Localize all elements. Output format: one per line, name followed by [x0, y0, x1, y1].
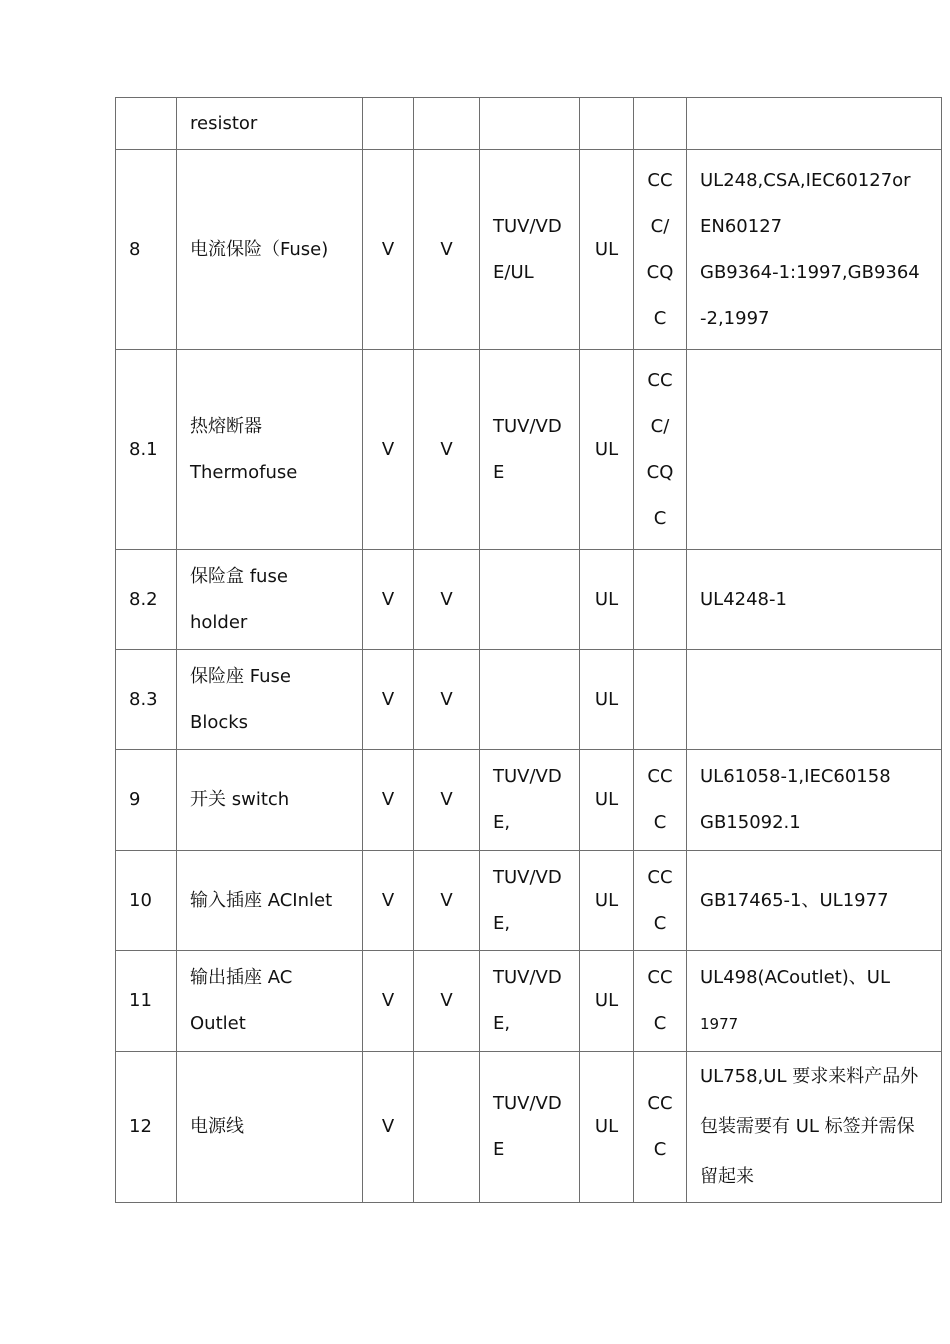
item-number: 12: [116, 1052, 177, 1203]
ccc-mark: [634, 98, 687, 150]
ccc-mark: [634, 550, 687, 650]
standard-reference: [687, 350, 942, 550]
table-row: [116, 951, 942, 1052]
mark-column-2: V: [414, 550, 480, 650]
table-row: [116, 98, 942, 150]
cert-agency: TUV/VD E,: [480, 750, 580, 851]
table-row: [116, 851, 942, 951]
table-row: [116, 750, 942, 851]
ul-mark: UL: [580, 550, 634, 650]
component-name: 电流保险（Fuse): [177, 150, 363, 350]
standard-reference: UL498(ACoutlet)、UL 1977: [687, 951, 942, 1052]
component-name: 输入插座 ACInlet: [177, 851, 363, 951]
item-number: 8.1: [116, 350, 177, 550]
standard-reference: UL758,UL 要求来料产品外 包装需要有 UL 标签并需保 留起来: [687, 1052, 942, 1203]
mark-column-2: [414, 98, 480, 150]
item-number: 8: [116, 150, 177, 350]
mark-column-2: V: [414, 350, 480, 550]
cert-agency: [480, 98, 580, 150]
mark-column-1: [363, 98, 414, 150]
mark-column-1: V: [363, 750, 414, 851]
component-name: resistor: [177, 98, 363, 150]
ccc-mark: CC C: [634, 951, 687, 1052]
cert-agency: TUV/VD E: [480, 350, 580, 550]
mark-column-2: V: [414, 851, 480, 951]
mark-column-2: V: [414, 951, 480, 1052]
ul-mark: UL: [580, 650, 634, 750]
component-name: 保险座 Fuse Blocks: [177, 650, 363, 750]
standard-reference: GB17465-1、UL1977: [687, 851, 942, 951]
table-row: [116, 350, 942, 550]
table-row: [116, 650, 942, 750]
ul-mark: UL: [580, 1052, 634, 1203]
ccc-mark: CC C: [634, 851, 687, 951]
cert-agency: TUV/VD E: [480, 1052, 580, 1203]
cert-agency: [480, 550, 580, 650]
ul-mark: UL: [580, 150, 634, 350]
component-name: 电源线: [177, 1052, 363, 1203]
ul-mark: UL: [580, 750, 634, 851]
ul-mark: UL: [580, 350, 634, 550]
mark-column-1: V: [363, 650, 414, 750]
mark-column-1: V: [363, 150, 414, 350]
mark-column-1: V: [363, 350, 414, 550]
ul-mark: UL: [580, 951, 634, 1052]
mark-column-1: V: [363, 851, 414, 951]
item-number: 8.2: [116, 550, 177, 650]
mark-column-2: V: [414, 750, 480, 851]
cert-agency: TUV/VD E,: [480, 851, 580, 951]
table-row: [116, 1052, 942, 1203]
cert-agency: TUV/VD E/UL: [480, 150, 580, 350]
mark-column-1: V: [363, 550, 414, 650]
standard-reference: [687, 650, 942, 750]
ccc-mark: [634, 650, 687, 750]
component-name: 输出插座 AC Outlet: [177, 951, 363, 1052]
item-number: [116, 98, 177, 150]
mark-column-2: V: [414, 650, 480, 750]
component-name: 保险盒 fuse holder: [177, 550, 363, 650]
cert-agency: [480, 650, 580, 750]
ccc-mark: CC C/ CQ C: [634, 350, 687, 550]
item-number: 9: [116, 750, 177, 851]
standard-reference: [687, 98, 942, 150]
ccc-mark: CC C/ CQ C: [634, 150, 687, 350]
ul-mark: UL: [580, 851, 634, 951]
ccc-mark: CC C: [634, 1052, 687, 1203]
component-name: 开关 switch: [177, 750, 363, 851]
ccc-mark: CC C: [634, 750, 687, 851]
ul-mark: [580, 98, 634, 150]
mark-column-2: V: [414, 150, 480, 350]
standard-reference: UL248,CSA,IEC60127or EN60127 GB9364-1:1997,GB9364 -2,1997: [687, 150, 942, 350]
standard-reference: UL4248-1: [687, 550, 942, 650]
table-row: [116, 550, 942, 650]
cert-agency: TUV/VD E,: [480, 951, 580, 1052]
item-number: 8.3: [116, 650, 177, 750]
table-row: [116, 150, 942, 350]
mark-column-1: V: [363, 951, 414, 1052]
item-number: 11: [116, 951, 177, 1052]
item-number: 10: [116, 851, 177, 951]
certification-table: [115, 97, 942, 1203]
standard-reference: UL61058-1,IEC60158 GB15092.1: [687, 750, 942, 851]
mark-column-1: V: [363, 1052, 414, 1203]
mark-column-2: [414, 1052, 480, 1203]
component-name: 热熔断器 Thermofuse: [177, 350, 363, 550]
